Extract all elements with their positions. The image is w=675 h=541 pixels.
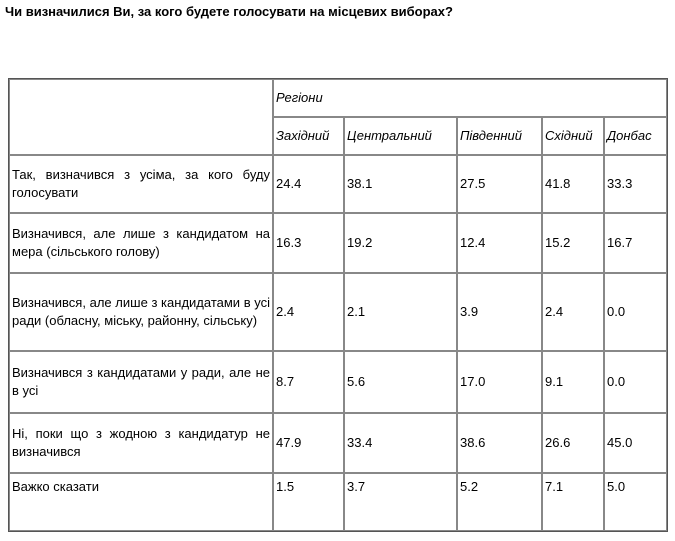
column-header-south: Південний (457, 117, 542, 155)
table-cell: 16.3 (273, 213, 344, 273)
table-cell: 26.6 (542, 413, 604, 473)
table-header-row (9, 79, 667, 117)
table-cell: 33.3 (604, 155, 667, 213)
table-cell: 19.2 (344, 213, 457, 273)
row-label: Важко сказати (9, 473, 273, 531)
table-cell: 33.4 (344, 413, 457, 473)
table-row (9, 473, 667, 531)
table-cell: 47.9 (273, 413, 344, 473)
table-cell: 3.7 (344, 473, 457, 531)
column-header-west: Західний (273, 117, 344, 155)
column-header-east: Східний (542, 117, 604, 155)
table-cell: 38.1 (344, 155, 457, 213)
row-label: Так, визначився з усіма, за кого буду голосувати (9, 155, 273, 213)
row-label: Визначився, але лише з кандидатами в усі ради (обласну, міську, районну, сільську) (9, 273, 273, 351)
table-cell: 5.0 (604, 473, 667, 531)
header-empty-cell (9, 79, 273, 155)
table-row (9, 413, 667, 473)
table-cell: 8.7 (273, 351, 344, 413)
table-cell: 16.7 (604, 213, 667, 273)
table-cell: 5.2 (457, 473, 542, 531)
table-cell: 15.2 (542, 213, 604, 273)
table-cell: 0.0 (604, 351, 667, 413)
table-cell: 2.4 (273, 273, 344, 351)
table-cell: 41.8 (542, 155, 604, 213)
row-label: Визначився, але лише з кандидатом на мера (сільського голову) (9, 213, 273, 273)
table-cell: 5.6 (344, 351, 457, 413)
table-cell: 17.0 (457, 351, 542, 413)
table-row (9, 351, 667, 413)
table-cell: 12.4 (457, 213, 542, 273)
table-cell: 0.0 (604, 273, 667, 351)
row-label: Ні, поки що з жодною з кандидатур не визначився (9, 413, 273, 473)
table-cell: 1.5 (273, 473, 344, 531)
survey-table (8, 78, 668, 532)
table-row (9, 273, 667, 351)
table-row (9, 213, 667, 273)
table-cell: 38.6 (457, 413, 542, 473)
table-cell: 7.1 (542, 473, 604, 531)
row-label: Визначився з кандидатами у ради, але не в усі (9, 351, 273, 413)
column-header-center: Центральний (344, 117, 457, 155)
regions-header: Регіони (273, 79, 667, 117)
column-header-donbas: Донбас (604, 117, 667, 155)
table-cell: 3.9 (457, 273, 542, 351)
page-title: Чи визначилися Ви, за кого будете голосувати на місцевих виборах? (5, 4, 453, 19)
table-cell: 9.1 (542, 351, 604, 413)
table-cell: 45.0 (604, 413, 667, 473)
table-cell: 27.5 (457, 155, 542, 213)
table-cell: 24.4 (273, 155, 344, 213)
table-cell: 2.1 (344, 273, 457, 351)
table-cell: 2.4 (542, 273, 604, 351)
table-row (9, 155, 667, 213)
